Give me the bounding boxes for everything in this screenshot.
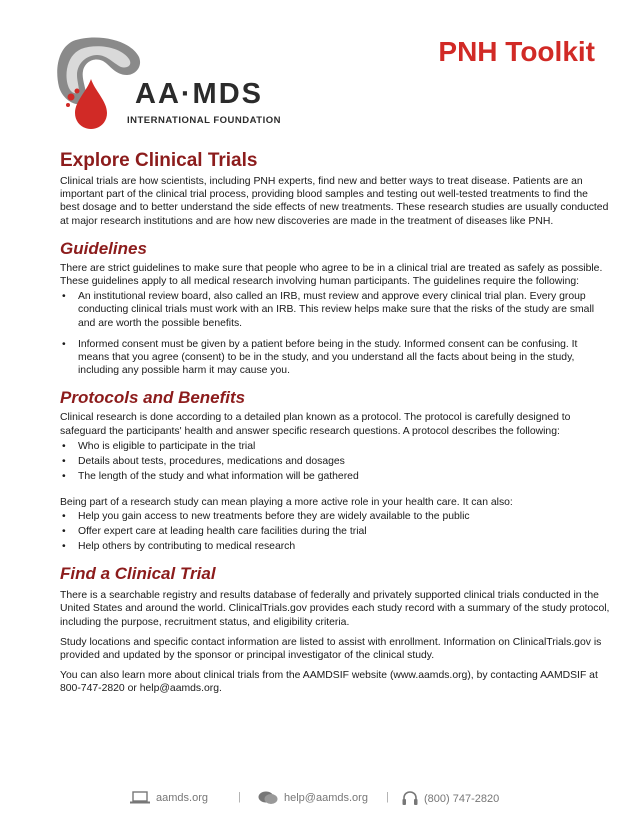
benefit-item: • Help you gain access to new treatments before they are widely available to the public [78, 510, 610, 523]
protocol-item: • Details about tests, procedures, medications and dosages [78, 455, 610, 468]
chat-bubble-icon [258, 791, 278, 805]
footer [130, 790, 520, 808]
guidelines-heading: Guidelines [60, 238, 147, 258]
guidelines-intro: There are strict guidelines to make sure that people who agree to be in a clinical trial are treated as safely as possible. These guidelines apply to all medical research involving human participants. The guidelines require the following: [60, 262, 603, 288]
find-trial-p3: You can also learn more about clinical trials from the AAMDSIF website (www.aamds.org), by contacting AAMDSIF at 800-747-2820 or help@aamds.org. [60, 670, 598, 695]
explore-heading: Explore Clinical Trials [60, 150, 258, 171]
protocol-list [60, 440, 610, 484]
find-trial-heading: Find a Clinical Trial [60, 564, 216, 584]
guidelines-list [60, 290, 610, 377]
main-content [60, 150, 610, 696]
document-title: PNH Toolkit [438, 36, 595, 67]
guideline-item: • Informed consent must be given by a patient before being in the study. Informed consent can be confusing. It means that you agree (consent) to be in the study, and you understand all the facts about being in the study, including any possible harm it may cause you. [78, 338, 610, 378]
logo-wordmark: AA·MDS [135, 78, 263, 110]
footer-website-text[interactable]: aamds.org [156, 791, 208, 804]
protocol-item: • The length of the study and what information will be gathered [78, 470, 610, 483]
benefits-intro: Being part of a research study can mean playing a more active role in your health care. It can also: [60, 497, 513, 509]
footer-separator: | [238, 791, 241, 803]
footer-email[interactable] [258, 791, 368, 805]
footer-website[interactable] [130, 791, 208, 804]
headset-icon [402, 791, 418, 806]
protocol-item: • Who is eligible to participate in the trial [78, 440, 610, 453]
logo-subtitle: INTERNATIONAL FOUNDATION [127, 115, 281, 126]
protocols-heading: Protocols and Benefits [60, 388, 246, 408]
laptop-icon [130, 791, 150, 804]
benefit-item: • Offer expert care at leading health care facilities during the trial [78, 525, 610, 538]
benefits-list [60, 510, 610, 554]
find-trial-p1: There is a searchable registry and results database of federally and privately supported clinical trials conducted in the United States and around the world. ClinicalTrials.gov provides each study record with a summary of the study protocol, including the purpose, recruitment status, and eligibility criteria. [60, 590, 610, 628]
footer-email-text[interactable]: help@aamds.org [284, 792, 368, 804]
footer-phone-text[interactable]: (800) 747-2820 [424, 792, 500, 805]
protocols-intro: Clinical research is done according to a detailed plan known as a protocol. The protocol is carefully designed to safeguard the participants' health and answer specific research questions. A protocol describes the following: [60, 412, 571, 437]
benefit-item: • Help others by contributing to medical research [78, 540, 610, 553]
footer-phone[interactable] [402, 791, 499, 806]
footer-separator: | [386, 791, 389, 803]
guideline-item: • An institutional review board, also called an IRB, must review and approve every clinical trial plan. Every group conducting clinical trials must work with an IRB. This review helps make sure that the risks of the study are small and are worth the possible benefits. [78, 290, 610, 330]
find-trial-p2: Study locations and specific contact information are listed to assist with enrollment. Information on ClinicalTrials.gov is provided and updated by the sponsor or principal investigator of the clinical study. [60, 636, 602, 662]
explore-body: Clinical trials are how scientists, including PNH experts, find new and better ways to treat disease. Patients are an important part of the clinical trial process, providing blood samples and testing out well-tested treatments to find the best dosage and to better understand the side effects of new treatments. These research studies are usually conducted at major research institutions and are how new discoveries are made in the treatment of diseases like PNH. [60, 176, 609, 227]
